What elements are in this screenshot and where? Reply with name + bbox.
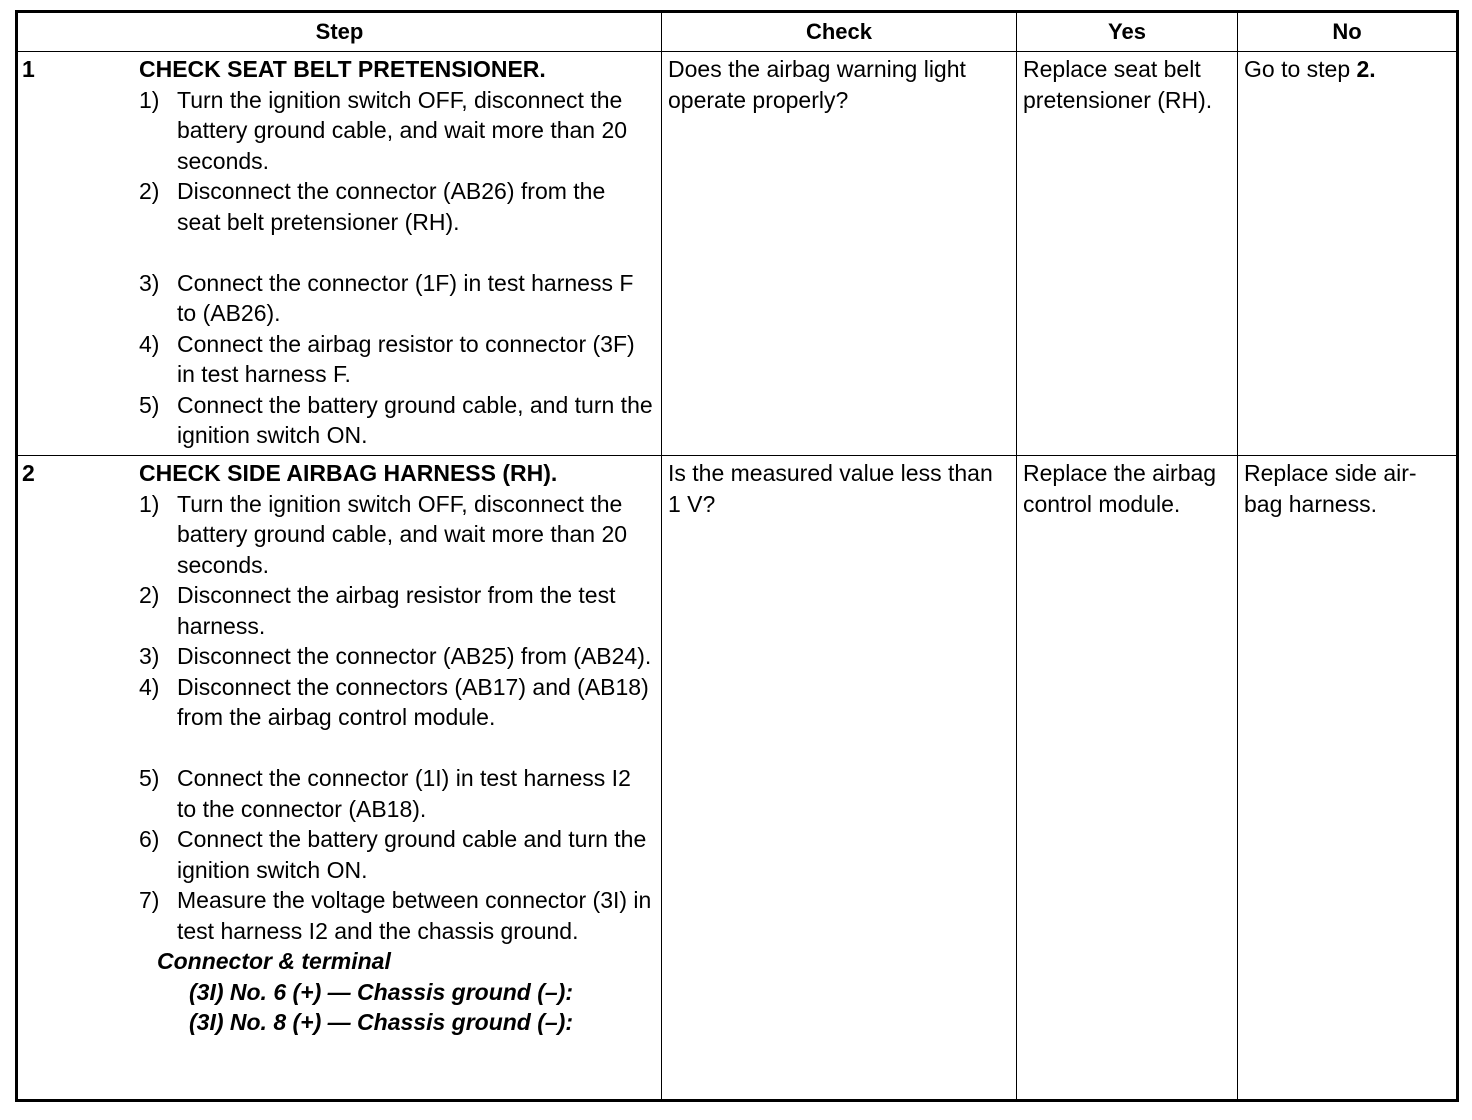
check-text: Does the airbag warning light operate properly? [668, 56, 966, 113]
step-number: 1 [22, 56, 35, 82]
no-cell [1238, 456, 1458, 1101]
spec-line: (3I) No. 6 (+) — Chassis ground (–): [189, 978, 574, 1005]
instruction-item: 1) Turn the ignition switch OFF, disconnect the battery ground cable, and wait more than 20 seconds. [139, 86, 628, 174]
instruction-item: 6) Connect the battery ground cable and turn the ignition switch ON. [139, 826, 647, 883]
instruction-item: 1) Turn the ignition switch OFF, disconnect the battery ground cable, and wait more than 20 seconds. [139, 490, 628, 578]
instruction-item: 4) Disconnect the connectors (AB17) and (AB18) from the airbag control module. [139, 673, 649, 730]
yes-cell [1017, 456, 1238, 1101]
spec-line: (3I) No. 8 (+) — Chassis ground (–): [189, 1009, 574, 1035]
step-cell [17, 52, 662, 456]
header-check: Check [662, 12, 1017, 52]
yes-text: Replace seat belt pretensioner (RH). [1023, 56, 1213, 113]
instruction-item: 2) Disconnect the connector (AB26) from the seat belt pretensioner (RH). [139, 178, 606, 235]
instruction-item: 5) Connect the connector (1I) in test harness I2 to the connector (AB18). [139, 765, 631, 822]
yes-cell [1017, 52, 1238, 456]
yes-text: Replace the airbag control module. [1023, 460, 1217, 517]
diagnostic-table [15, 10, 1459, 1102]
step-cell [17, 456, 662, 1101]
step-title: CHECK SEAT BELT PRETENSIONER. [139, 56, 546, 82]
table-row-step-1 [17, 52, 1458, 456]
instruction-item: 5) Connect the battery ground cable, and turn the ignition switch ON. [139, 391, 653, 448]
header-step: Step [17, 12, 662, 52]
step-number: 2 [22, 460, 35, 486]
no-text: Replace side air-bag harness. [1244, 460, 1417, 517]
instruction-item: 7) Measure the voltage between connector (3I) in test harness I2 and the chassis ground. [139, 887, 652, 944]
no-cell [1238, 52, 1458, 456]
spec-heading: Connector & terminal [157, 948, 391, 974]
instruction-list [139, 489, 655, 947]
instruction-item: 4) Connect the airbag resistor to connector (3F) in test harness F. [139, 330, 635, 387]
instruction-item: 3) Disconnect the connector (AB25) from (AB24). [139, 643, 652, 669]
step-title: CHECK SIDE AIRBAG HARNESS (RH). [139, 460, 558, 486]
no-text: Go to step 2. [1244, 56, 1376, 82]
header-row [17, 12, 1458, 52]
header-yes: Yes [1017, 12, 1238, 52]
check-cell [662, 52, 1017, 456]
table-row-step-2 [17, 456, 1458, 1101]
instruction-list [139, 85, 655, 451]
check-text: Is the measured value less than 1 V? [668, 460, 993, 517]
check-cell [662, 456, 1017, 1101]
instruction-item: 2) Disconnect the airbag resistor from the test harness. [139, 582, 616, 639]
step-link: 2. [1356, 56, 1376, 82]
header-no: No [1238, 12, 1458, 52]
instruction-item: 3) Connect the connector (1F) in test harness F to (AB26). [139, 269, 634, 326]
